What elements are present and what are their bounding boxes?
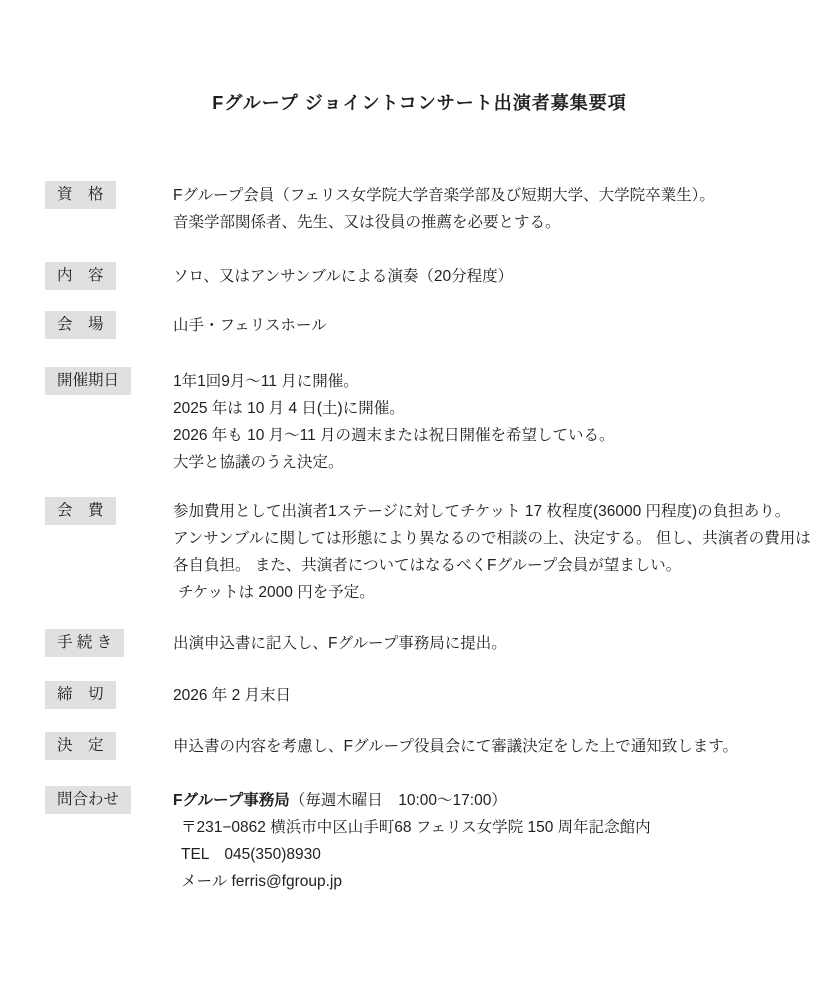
text-line: 出演申込書に記入し、Fグループ事務局に提出。	[173, 635, 507, 652]
section-label-qualification: 資 格	[45, 181, 116, 209]
text-line: 1年1回9月～11 月に開催。	[173, 373, 359, 390]
text-line: 2026 年 2 月末日	[173, 687, 292, 704]
section-label-fee: 会 費	[45, 497, 116, 525]
section-label-content: 内 容	[45, 262, 116, 290]
page-title: Fグループ ジョイントコンサート出演者募集要項	[212, 93, 627, 113]
text-line: 山手・フェリスホール	[173, 317, 327, 334]
text-line: 2026 年も 10 月～11 月の週末または祝日開催を希望している。	[173, 427, 615, 444]
text-line: 参加費用として出演者1ステージに対してチケット 17 枚程度(36000 円程度)の負担あり。	[173, 503, 791, 520]
text-line: 2025 年は 10 月 4 日(土)に開催。	[173, 400, 405, 417]
contact-office-hours: （毎週木曜日 10:00～17:00）	[289, 792, 507, 809]
section-body-content	[173, 263, 813, 290]
section-label-contact: 問合わせ	[45, 786, 131, 814]
section-body-procedure	[173, 630, 813, 657]
contact-office-name: Fグループ事務局	[173, 792, 290, 809]
section-label-decision: 決 定	[45, 732, 116, 760]
text-line: Fグループ会員（フェリス女学院大学音楽学部及び短期大学、大学院卒業生）。	[173, 187, 715, 204]
section-body-contact	[173, 787, 813, 895]
section-body-deadline	[173, 682, 813, 709]
contact-email: メール ferris@fgroup.jp	[181, 873, 342, 890]
section-body-venue	[173, 312, 813, 339]
text-line: アンサンブルに関しては形態により異なるので相談の上、決定する。 但し、共演者の費用は	[173, 530, 811, 547]
text-line: チケットは 2000 円を予定。	[178, 584, 375, 601]
text-line: ソロ、又はアンサンブルによる演奏（20分程度）	[173, 268, 514, 285]
section-body-fee	[173, 498, 813, 606]
section-body-decision	[173, 733, 813, 760]
section-label-deadline: 締 切	[45, 681, 116, 709]
text-line: 申込書の内容を考慮し、Fグループ役員会にて審議決定をした上で通知致します。	[173, 738, 738, 755]
section-body-qualification	[173, 182, 813, 236]
section-label-procedure: 手 続 き	[45, 629, 124, 657]
section-label-venue: 会 場	[45, 311, 116, 339]
text-line: 各自負担。 また、共演者についてはなるべくFグループ会員が望ましい。	[173, 557, 682, 574]
contact-telephone: TEL 045(350)8930	[181, 846, 321, 863]
text-line: 音楽学部関係者、先生、又は役員の推薦を必要とする。	[173, 214, 561, 231]
text-line: 大学と協議のうえ決定。	[173, 454, 344, 471]
section-label-dates: 開催期日	[45, 367, 131, 395]
contact-office-line	[173, 787, 813, 814]
contact-address: 〒231−0862 横浜市中区山手町68 フェリス女学院 150 周年記念館内	[181, 819, 651, 836]
section-body-dates	[173, 368, 813, 476]
